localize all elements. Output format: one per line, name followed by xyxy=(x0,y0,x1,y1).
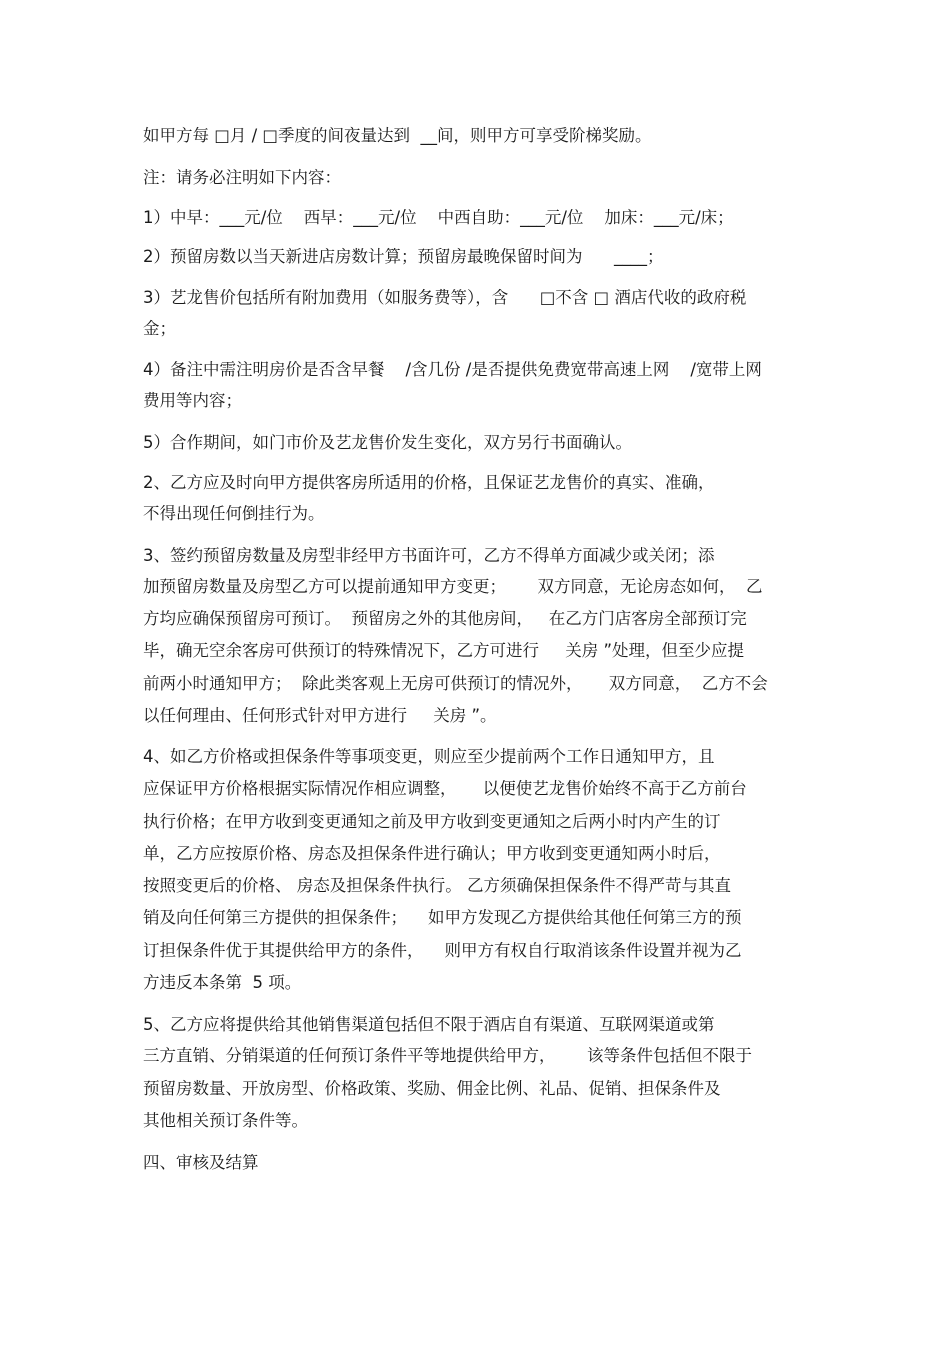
text-line: 5）合作期间，如门市价及艺龙售价发生变化，双方另行书面确认。 xyxy=(143,433,632,452)
text-line: 不得出现任何倒挂行为。 xyxy=(143,504,325,523)
text-line: 按照变更后的价格、 房态及担保条件执行。 乙方须确保担保条件不得严苛与其直 xyxy=(143,876,731,895)
text-line: 1）中早：___元/位 西早：___元/位 中西自助：___元/位 加床：___元/床； xyxy=(143,208,734,227)
text-line: 费用等内容； xyxy=(143,391,242,410)
text-line: 2、乙方应及时向甲方提供客房所适用的价格，且保证艺龙售价的真实、准确， xyxy=(143,473,715,492)
text-line: 加预留房数量及房型乙方可以提前通知甲方变更； 双方同意，无论房态如何， 乙 xyxy=(143,577,763,596)
text-line: 执行价格；在甲方收到变更通知之前及甲方收到变更通知之后两小时内产生的订 xyxy=(143,812,721,831)
text-line: 以任何理由、任何形式针对甲方进行 关房 ”。 xyxy=(143,706,497,725)
text-line: 方违反本条第 5 项。 xyxy=(143,973,302,992)
text-line: 金； xyxy=(143,319,176,338)
text-line: 销及向任何第三方提供的担保条件； 如甲方发现乙方提供给其他任何第三方的预 xyxy=(143,908,742,927)
text-line: 2）预留房数以当天新进店房数计算；预留房最晚保留时间为 ____； xyxy=(143,247,664,266)
text-line: 3）艺龙售价包括所有附加费用（如服务费等），含 □不含 □ 酒店代收的政府税 xyxy=(143,288,747,307)
text-line: 单，乙方应按原价格、房态及担保条件进行确认；甲方收到变更通知两小时后， xyxy=(143,844,721,863)
text-line: 4、如乙方价格或担保条件等事项变更，则应至少提前两个工作日通知甲方，且 xyxy=(143,747,715,766)
text-line: 应保证甲方价格根据实际情况作相应调整， 以便使艺龙售价始终不高于乙方前台 xyxy=(143,779,747,798)
text-line: 如甲方每 □月 / □季度的间夜量达到 __间，则甲方可享受阶梯奖励。 xyxy=(143,126,652,145)
text-line: 方均应确保预留房可预订。 预留房之外的其他房间， 在乙方门店客房全部预订完 xyxy=(143,609,747,628)
text-line: 3、签约预留房数量及房型非经甲方书面许可，乙方不得单方面减少或关闭；添 xyxy=(143,546,715,565)
text-line: 毕，确无空余客房可供预订的特殊情况下，乙方可进行 关房 ”处理，但至少应提 xyxy=(143,641,745,660)
text-line: 5、乙方应将提供给其他销售渠道包括但不限于酒店自有渠道、互联网渠道或第 xyxy=(143,1015,715,1034)
text-line: 三方直销、分销渠道的任何预订条件平等地提供给甲方， 该等条件包括但不限于 xyxy=(143,1046,752,1065)
text-line: 注：请务必注明如下内容： xyxy=(143,168,341,187)
text-line: 4）备注中需注明房价是否含早餐 /含几份 /是否提供免费宽带高速上网 /宽带上网 xyxy=(143,360,762,379)
text-line: 预留房数量、开放房型、价格政策、奖励、佣金比例、礼品、促销、担保条件及 xyxy=(143,1079,721,1098)
text-line: 前两小时通知甲方； 除此类客观上无房可供预订的情况外， 双方同意， 乙方不会 xyxy=(143,674,768,693)
section-heading: 四、审核及结算 xyxy=(143,1153,259,1172)
text-line: 其他相关预订条件等。 xyxy=(143,1111,308,1130)
text-line: 订担保条件优于其提供给甲方的条件， 则甲方有权自行取消该条件设置并视为乙 xyxy=(143,941,742,960)
